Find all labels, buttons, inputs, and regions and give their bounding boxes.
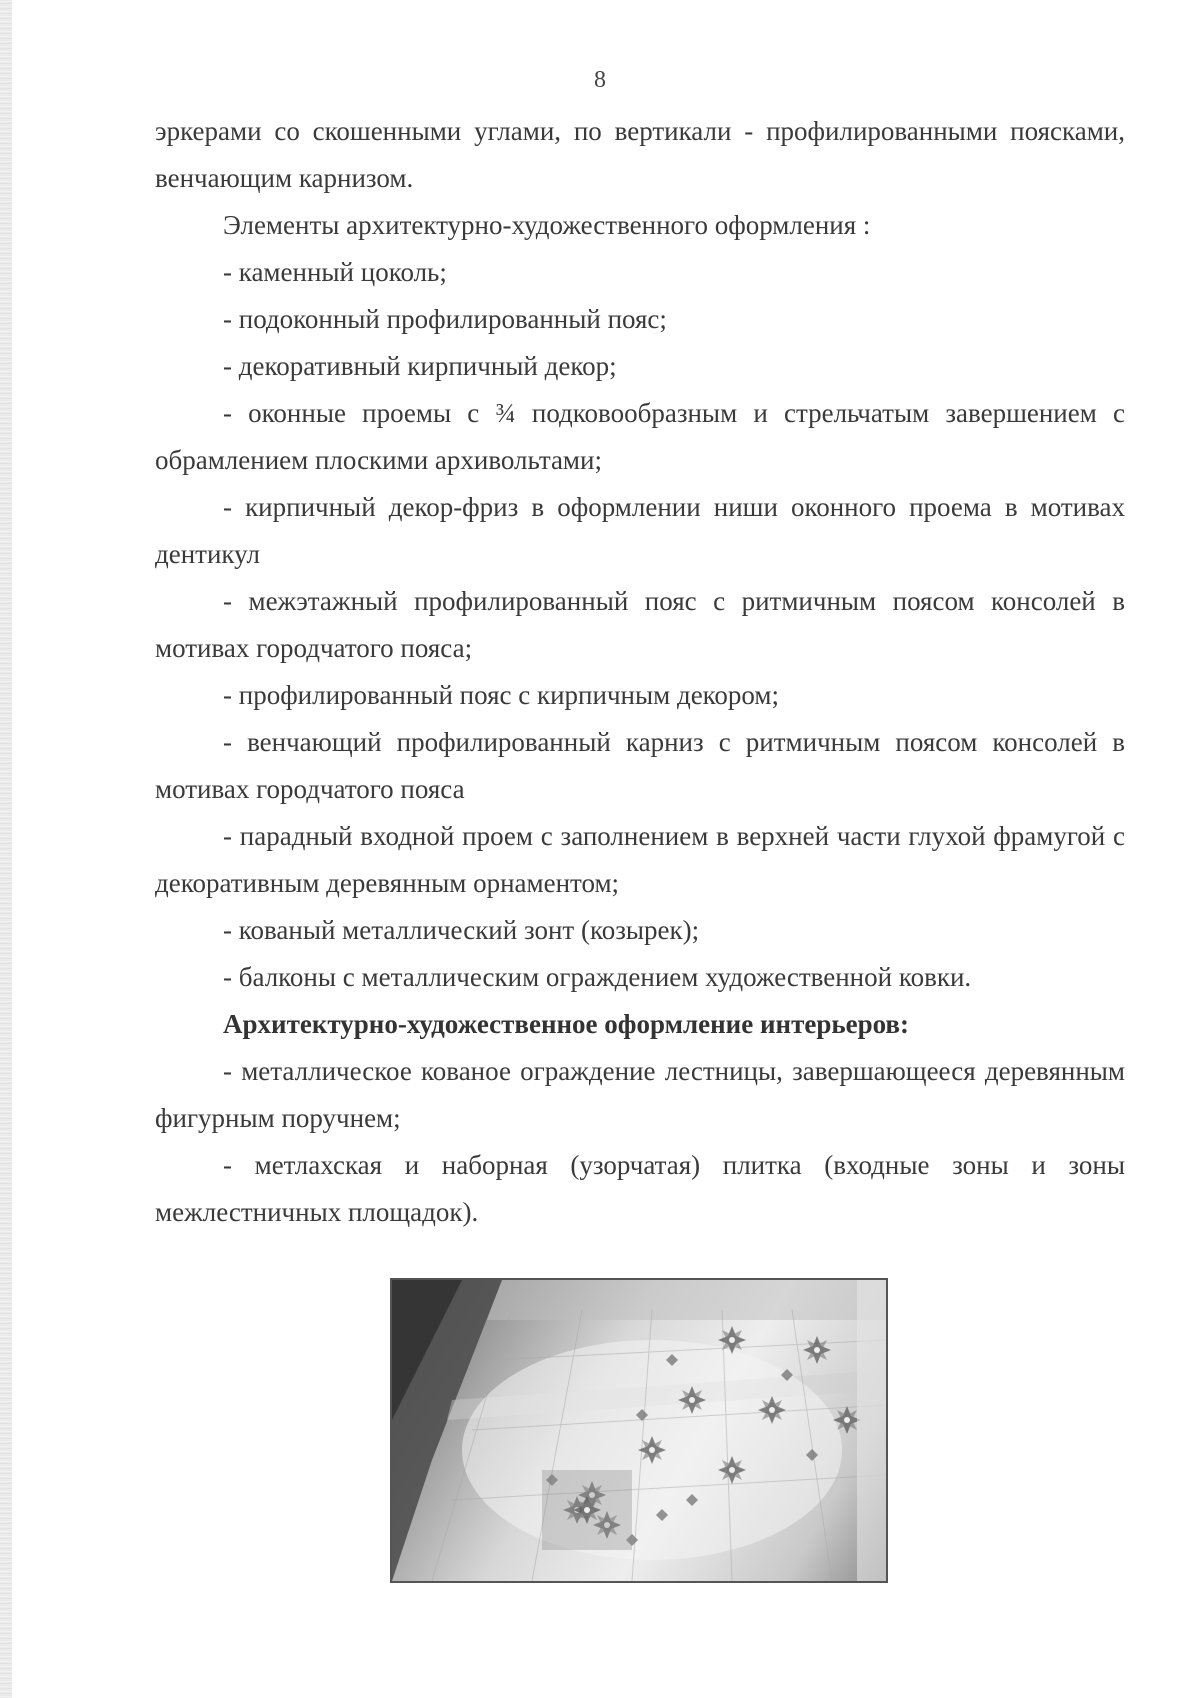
paragraph-continuation: эркерами со скошенными углами, по вертикали - профилированными поясками, венчающим карнизом. (155, 116, 1125, 193)
list-item: - металлическое кованое ограждение лестницы, завершающееся деревянным фигурным поручнем; (155, 1056, 1125, 1133)
tile-floor-illustration (392, 1280, 886, 1581)
tile-floor-photo (390, 1278, 888, 1583)
paragraph-elements-heading: Элементы архитектурно-художественного оформления : (223, 210, 871, 240)
list-item: - балконы с металлическим ограждением художественной ковки. (223, 962, 972, 992)
scan-edge (0, 0, 12, 1698)
list-item: - профилированный пояс с кирпичным декором; (223, 680, 780, 710)
section-heading-interiors: Архитектурно-художественное оформление интерьеров: (223, 1009, 910, 1039)
list-item: - оконные проемы с ¾ подковообразным и стрельчатым завершением с обрамлением плоскими архивольтами; (155, 398, 1125, 475)
list-item: - парадный входной проем с заполнением в верхней части глухой фрамугой с декоративным деревянным орнаментом; (155, 821, 1125, 898)
list-item: - кирпичный декор-фриз в оформлении ниши оконного проема в мотивах дентикул (155, 492, 1125, 569)
list-item: - межэтажный профилированный пояс с ритмичным поясом консолей в мотивах городчатого пояса; (155, 586, 1125, 663)
list-item: - кованый металлический зонт (козырек); (223, 915, 700, 945)
page-number: 8 (594, 67, 606, 93)
list-item: - каменный цоколь; (223, 257, 447, 287)
list-item: - метлахская и наборная (узорчатая) плитка (входные зоны и зоны межлестничных площадок). (155, 1150, 1125, 1227)
list-item: - венчающий профилированный карниз с ритмичным поясом консолей в мотивах городчатого пояса (155, 727, 1125, 804)
document-body (155, 108, 1125, 1236)
list-item: - подоконный профилированный пояс; (223, 304, 667, 334)
list-item: - декоративный кирпичный декор; (223, 351, 617, 381)
